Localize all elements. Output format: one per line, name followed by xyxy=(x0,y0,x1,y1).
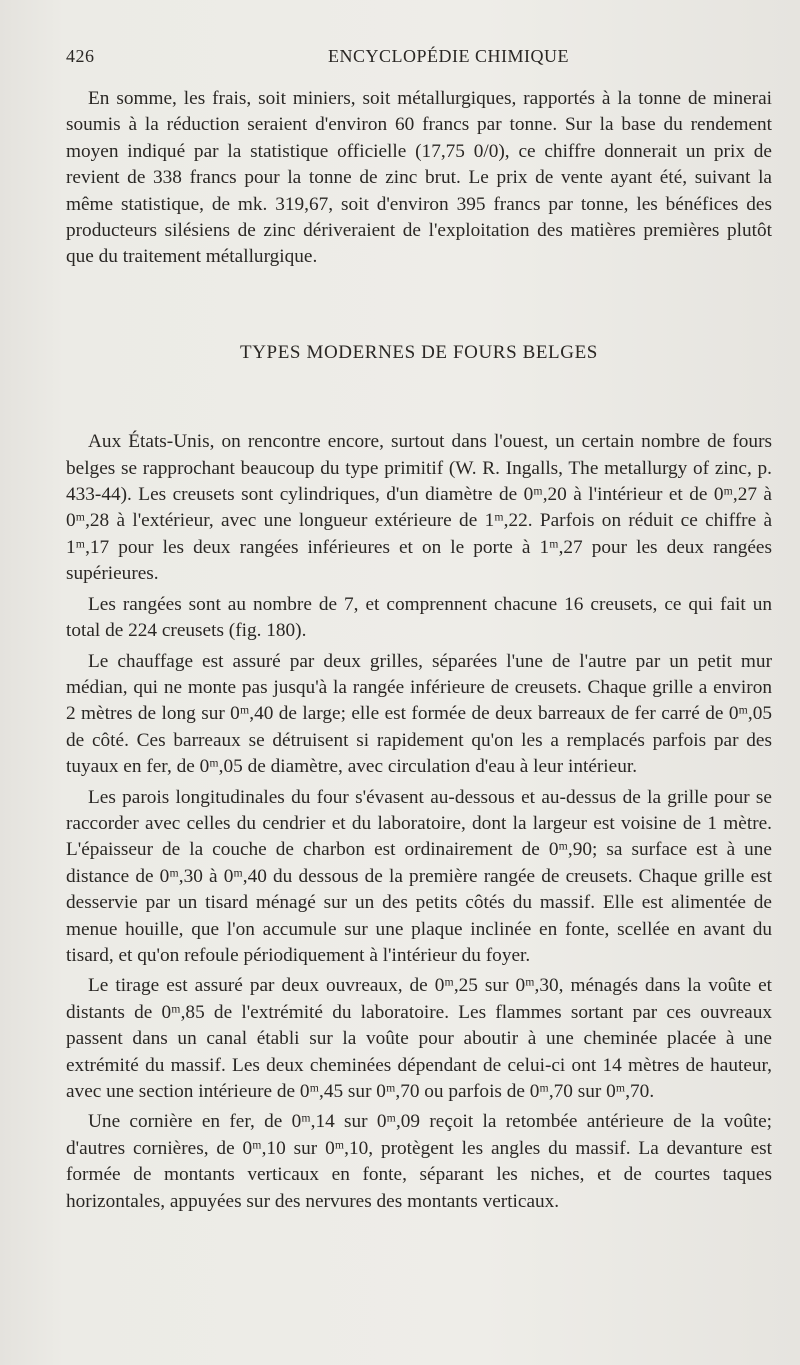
paragraph-united-states: Aux États-Unis, on rencontre encore, surtout dans l'ouest, un certain nombre de fours belges se rapprochant beaucoup du type primitif (W. R. Ingalls, The metallurgy of zinc, p. 433-44). Les creusets sont cylindriques, d'un diamètre de 0ᵐ,20 à l'intérieur et de 0ᵐ,27 à 0ᵐ,28 à l'extérieur, avec une longueur extérieure de 1ᵐ,22. Parfois on réduit ce chiffre à 1ᵐ,17 pour les deux rangées inférieures et on le porte à 1ᵐ,27 pour les deux rangées supérieures. xyxy=(66,431,772,585)
paragraph-cornice: Une cornière en fer, de 0ᵐ,14 sur 0ᵐ,09 reçoit la retombée antérieure de la voûte; d'autres cornières, de 0ᵐ,10 sur 0ᵐ,10, protègent les angles du massif. La devanture est formée de montants verticaux en fonte, séparant les niches, et de courtes taques horizontales, appuyées sur des nervures des montants verticaux. xyxy=(66,1111,772,1212)
running-head: ENCYCLOPÉDIE CHIMIQUE xyxy=(328,46,569,66)
page-number: 426 xyxy=(66,46,95,66)
section-title: TYPES MODERNES DE FOURS BELGES xyxy=(240,341,598,363)
paragraph-heating: Le chauffage est assuré par deux grilles, séparées l'une de l'autre par un petit mur médian, qui ne monte pas jusqu'à la rangée inférieure de creusets. Chaque grille a environ 2 mètres de long sur 0ᵐ,40 de large; elle est formée de deux barreaux de fer carré de 0ᵐ,05 de côté. Ces barreaux se détruisent si rapidement qu'on les a remplacés parfois par des tuyaux en fer, de 0ᵐ,05 de diamètre, avec circulation d'eau à leur intérieur. xyxy=(66,650,772,778)
page-body xyxy=(66,86,772,1215)
page-header xyxy=(66,46,764,74)
paragraph-draft: Le tirage est assuré par deux ouvreaux, de 0ᵐ,25 sur 0ᵐ,30, ménagés dans la voûte et distants de 0ᵐ,85 de l'extrémité du laboratoire. Les flammes sortant par ces ouvreaux passent dans un canal établi sur la voûte pour aboutir à une cheminée placée à une extrémité du massif. Les deux cheminées dépendant de celui-ci ont 14 mètres de hauteur, avec une section intérieure de 0ᵐ,45 sur 0ᵐ,70 ou parfois de 0ᵐ,70 sur 0ᵐ,70. xyxy=(66,975,772,1102)
paragraph-rows: Les rangées sont au nombre de 7, et comprennent chacune 16 creusets, ce qui fait un total de 224 creusets (fig. 180). xyxy=(66,593,772,642)
paragraph-costs: En somme, les frais, soit miniers, soit métallurgiques, rapportés à la tonne de minerai soumis à la réduction seraient d'environ 60 francs par tonne. Sur la base du rendement moyen indiqué par la statistique officielle (17,75 0/0), ce chiffre donnerait un prix de revient de 338 francs pour la tonne de zinc brut. Le prix de vente ayant été, suivant la même statistique, de mk. 319,67, soit d'environ 395 francs par tonne, les bénéfices des producteurs silésiens de zinc dériveraient de l'exploitation des matières premières plutôt que du traitement métallurgique. xyxy=(66,88,772,268)
paragraph-walls: Les parois longitudinales du four s'évasent au-dessous et au-dessus de la grille pour se raccorder avec celles du cendrier et du laboratoire, dont la largeur est voisine de 1 mètre. L'épaisseur de la couche de charbon est ordinairement de 0ᵐ,90; sa surface est à une distance de 0ᵐ,30 à 0ᵐ,40 du dessous de la première rangée de creusets. Chaque grille est desservie par un tisard ménagé sur un des petits côtés du massif. Elle est alimentée de menue houille, que l'on accumule sur une plaque inclinée en fonte, scellée en avant du tisard, et qu'on refoule périodiquement à l'intérieur du foyer. xyxy=(66,786,772,966)
